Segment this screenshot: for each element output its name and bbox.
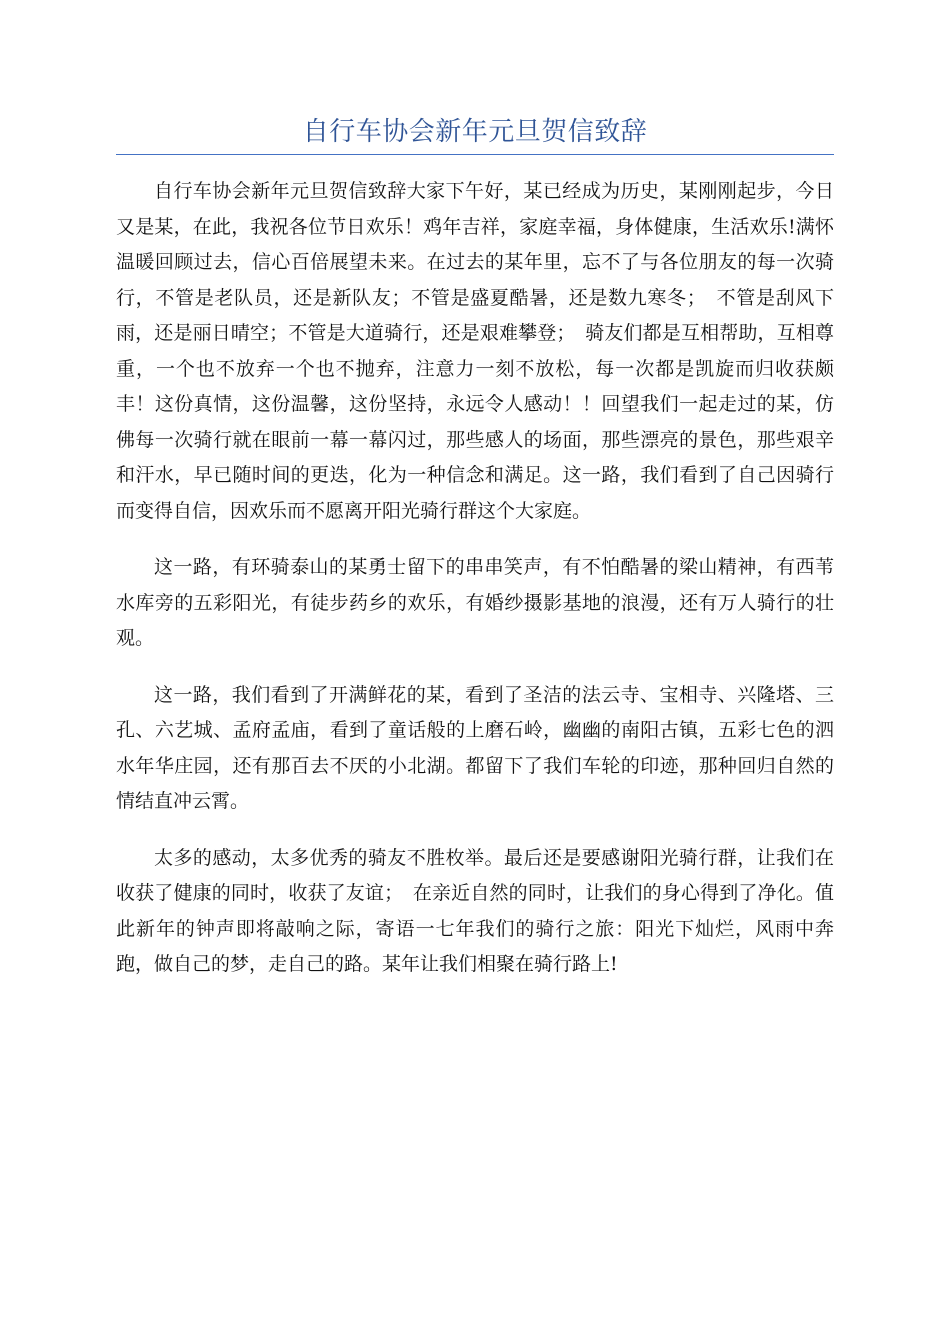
document-title: 自行车协会新年元旦贺信致辞 [302,117,648,147]
paragraph-3: 这一路，我们看到了开满鲜花的某，看到了圣洁的法云寺、宝相寺、兴隆塔、三孔、六艺城、孟府孟庙，看到了童话般的上磨石岭，幽幽的南阳古镇，五彩七色的泗水年华庄园，还有那百去不厌的小北湖。都留下了我们车轮的印迹，那种回归自然的情结直冲云霄。 [116,683,834,812]
paragraph-4: 太多的感动，太多优秀的骑友不胜枚举。最后还是要感谢阳光骑行群，让我们在收获了健康的同时，收获了友谊； 在亲近自然的同时，让我们的身心得到了净化。值此新年的钟声即将敲响之际，寄语一七年我们的骑行之旅：阳光下灿烂，风雨中奔跑，做自己的梦，走自己的路。某年让我们相聚在骑行路上! [116,846,834,975]
document-body [116,174,834,1004]
title-underline [116,154,834,155]
paragraph-1: 自行车协会新年元旦贺信致辞大家下午好，某已经成为历史，某刚刚起步，今日又是某，在此，我祝各位节日欢乐！鸡年吉祥，家庭幸福，身体健康，生活欢乐!满怀温暖回顾过去，信心百倍展望未来。在过去的某年里，忘不了与各位朋友的每一次骑行，不管是老队员，还是新队友；不管是盛夏酷暑，还是数九寒冬； 不管是刮风下雨，还是丽日晴空；不管是大道骑行，还是艰难攀登； 骑友们都是互相帮助，互相尊重，一个也不放弃一个也不抛弃，注意力一刻不放松，每一次都是凯旋而归收获颇丰！这份真情，这份温馨，这份坚持，永远令人感动！！回望我们一起走过的某，仿佛每一次骑行就在眼前一幕一幕闪过，那些感人的场面，那些漂亮的景色，那些艰辛和汗水，早已随时间的更迭，化为一种信念和满足。这一路，我们看到了自己因骑行而变得自信，因欢乐而不愿离开阳光骑行群这个大家庭。 [116,180,834,522]
paragraph-2: 这一路，有环骑泰山的某勇士留下的串串笑声，有不怕酷暑的梁山精神，有西苇水库旁的五彩阳光，有徒步药乡的欢乐，有婚纱摄影基地的浪漫，还有万人骑行的壮观。 [116,556,834,649]
